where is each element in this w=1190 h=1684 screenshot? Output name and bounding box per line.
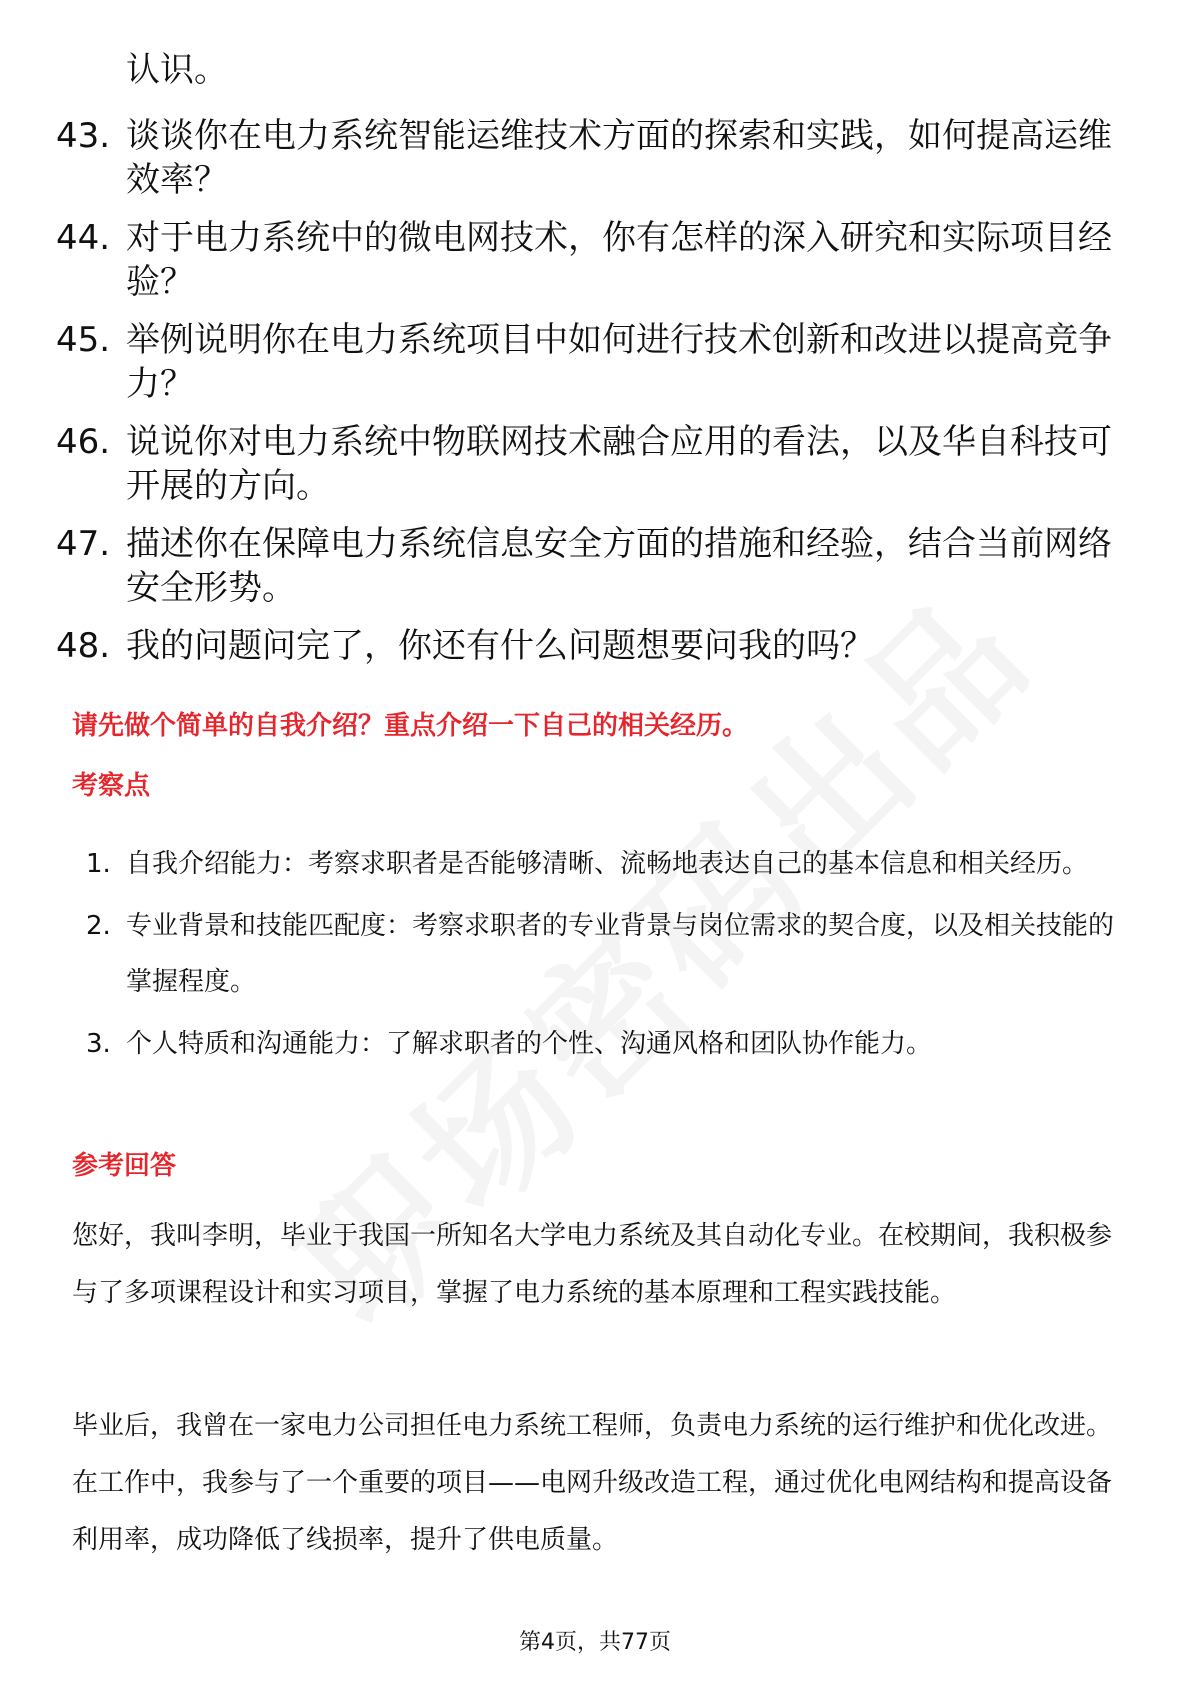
question-item <box>56 114 1116 202</box>
point-number: 3. <box>86 1029 111 1059</box>
question-number: 44. <box>56 218 111 258</box>
question-text: 描述你在保障电力系统信息安全方面的措施和经验，结合当前网络安全形势。 <box>126 524 1112 608</box>
assessment-point <box>86 898 1126 1010</box>
point-number: 2. <box>86 911 111 941</box>
point-text: 个人特质和沟通能力：了解求职者的个性、沟通风格和团队协作能力。 <box>126 1029 933 1059</box>
point-number: 1. <box>86 849 111 879</box>
question-item <box>56 216 1116 304</box>
question-continuation: 认识。 <box>126 50 228 90</box>
answer-paragraph: 毕业后，我曾在一家电力公司担任电力系统工程师，负责电力系统的运行维护和优化改进。在工作中，我参与了一个重要的项目——电网升级改造工程，通过优化电网结构和提高设备利用率，成功降低了线损率，提升了供电质量。 <box>72 1411 1113 1555</box>
assessment-point <box>86 836 1126 892</box>
question-item <box>56 522 1116 610</box>
page-footer: 第4页，共77页 <box>519 1630 671 1655</box>
question-text: 对于电力系统中的微电网技术，你有怎样的深入研究和实际项目经验？ <box>126 218 1112 302</box>
question-text: 举例说明你在电力系统项目中如何进行技术创新和改进以提高竞争力？ <box>126 320 1112 404</box>
question-text: 谈谈你在电力系统智能运维技术方面的探索和实践，如何提高运维效率？ <box>126 116 1112 200</box>
assessment-points-heading: 考察点 <box>72 771 151 801</box>
question-list <box>56 114 1116 682</box>
question-number: 47. <box>56 524 111 564</box>
question-number: 48. <box>56 626 111 666</box>
question-item <box>56 624 1116 668</box>
question-number: 46. <box>56 422 111 462</box>
point-text: 专业背景和技能匹配度：考察求职者的专业背景与岗位需求的契合度，以及相关技能的掌握程度。 <box>126 911 1115 997</box>
section-title: 请先做个简单的自我介绍？重点介绍一下自己的相关经历。 <box>72 711 749 741</box>
reference-answer-heading: 参考回答 <box>72 1151 177 1181</box>
assessment-points-list <box>86 836 1126 1078</box>
question-text: 我的问题问完了，你还有什么问题想要问我的吗？ <box>126 626 874 666</box>
question-item <box>56 420 1116 508</box>
question-number: 45. <box>56 320 111 360</box>
question-number: 43. <box>56 116 111 156</box>
answer-paragraph: 您好，我叫李明，毕业于我国一所知名大学电力系统及其自动化专业。在校期间，我积极参与了多项课程设计和实习项目，掌握了电力系统的基本原理和工程实践技能。 <box>72 1221 1113 1308</box>
point-text: 自我介绍能力：考察求职者是否能够清晰、流畅地表达自己的基本信息和相关经历。 <box>126 849 1089 879</box>
question-text: 说说你对电力系统中物联网技术融合应用的看法，以及华自科技可开展的方向。 <box>126 422 1112 506</box>
assessment-point <box>86 1016 1126 1072</box>
question-item <box>56 318 1116 406</box>
